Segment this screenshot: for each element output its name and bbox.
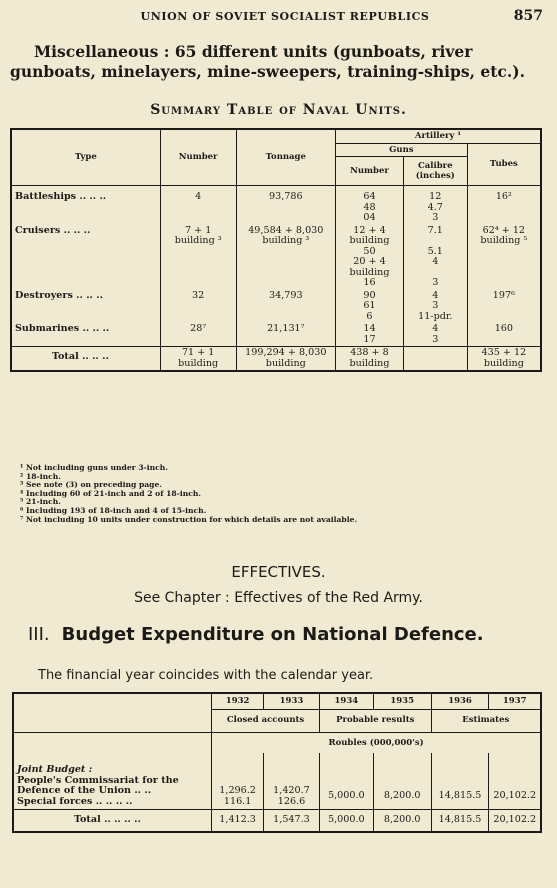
header-tubes: Tubes (467, 143, 541, 186)
row-number: 32 (160, 290, 236, 324)
year-1933: 1933 (264, 693, 320, 709)
footnote: ¹ Not including guns under 3-inch. (20, 463, 168, 472)
unit-label: Roubles (000,000's) (212, 732, 541, 753)
budget-table (12, 692, 542, 833)
total-1933: 1,547.3 (264, 810, 320, 832)
row-tonnage: 49,584 + 8,030 building ³ (236, 225, 336, 290)
row-type: Battleships .. .. .. (15, 191, 107, 202)
table-row (11, 186, 541, 225)
year-1932: 1932 (212, 693, 264, 709)
running-title: UNION OF SOVIET SOCIALIST REPUBLICS (140, 10, 430, 23)
commissariat-label: People's Commissariat for the Defence of the Union .. .. (17, 774, 179, 796)
value-1932: 1,296.2 116.1 (212, 753, 264, 810)
budget-total-label: Total .. .. .. .. (13, 810, 212, 832)
total-1934: 5,000.0 (319, 810, 373, 832)
row-calibre: 4 3 11-pdr. (403, 290, 467, 324)
year-1935: 1935 (373, 693, 431, 709)
footnote: ⁶ Including 193 of 18-inch and 4 of 15-inch. (20, 505, 207, 515)
total-calibre (403, 347, 467, 372)
page-number: 857 (513, 8, 543, 24)
section-numeral: III. (28, 624, 50, 645)
footnotes (20, 464, 500, 524)
row-tubes: 160 (467, 323, 541, 347)
value-1934: 5,000.0 (319, 753, 373, 810)
group-probable-results: Probable results (319, 709, 431, 732)
miscellaneous-paragraph: Miscellaneous : 65 different units (gunboats, river gunboats, minelayers, mine-sweepers, training-ships, etc.). (10, 42, 525, 81)
summary-table-title: Summary Table of Naval Units. (150, 102, 407, 118)
value-1935: 8,200.0 (373, 753, 431, 810)
row-type: Cruisers .. .. .. (15, 224, 91, 236)
effectives-reference: See Chapter : Effectives of the Red Army. (134, 590, 423, 606)
row-number: 7 + 1 building ³ (160, 225, 236, 290)
footnote: ³ See note (3) on preceding page. (20, 480, 162, 490)
total-label: Total .. .. .. (11, 347, 160, 372)
row-number: 28⁷ (160, 323, 236, 347)
value-1936: 14,815.5 (431, 753, 489, 810)
header-guns: Guns (336, 143, 468, 157)
value-1937: 20,102.2 (489, 753, 541, 810)
footnote: ⁴ Including 60 of 21-inch and 2 of 18-inch. (20, 488, 202, 498)
year-1936: 1936 (431, 693, 489, 709)
table-row (13, 753, 541, 810)
year-1937: 1937 (489, 693, 541, 709)
row-tubes: 62⁴ + 12 building ⁵ (467, 225, 541, 290)
effectives-heading: EFFECTIVES. (231, 563, 326, 581)
table-row (11, 225, 541, 290)
row-guns-number: 12 + 4 building 50 20 + 4 building 16 (336, 225, 404, 290)
row-tonnage: 93,786 (236, 186, 336, 225)
total-row (13, 810, 541, 832)
table-row (11, 323, 541, 347)
header-guns-number: Number (336, 157, 404, 186)
section-title: Budget Expenditure on National Defence. (61, 624, 484, 645)
row-guns-number: 14 17 (336, 323, 404, 347)
special-forces-label: Special forces .. .. .. .. (17, 795, 133, 807)
row-calibre: 4 3 (403, 323, 467, 347)
header-artillery: Artillery ¹ (336, 129, 541, 143)
total-row (11, 347, 541, 372)
total-1935: 8,200.0 (373, 810, 431, 832)
group-estimates: Estimates (431, 709, 541, 732)
year-1934: 1934 (319, 693, 373, 709)
footnote: ² 18-inch. (20, 471, 61, 481)
section-heading (28, 624, 538, 645)
total-tubes: 435 + 12 building (467, 347, 541, 372)
header-type: Type (11, 129, 160, 186)
row-guns-number: 90 61 6 (336, 290, 404, 324)
footnote: ⁷ Not including 10 units under construction for which details are not available. (20, 514, 358, 524)
total-guns-number: 438 + 8 building (336, 347, 404, 372)
row-tonnage: 21,131⁷ (236, 323, 336, 347)
row-number: 4 (160, 186, 236, 225)
header-number: Number (160, 129, 236, 186)
row-calibre: 7.1 5.1 4 3 (403, 225, 467, 290)
row-type: Submarines .. .. .. (15, 323, 110, 334)
row-tonnage: 34,793 (236, 290, 336, 324)
total-1932: 1,412.3 (212, 810, 264, 832)
table-row (11, 290, 541, 324)
header-tonnage: Tonnage (236, 129, 336, 186)
total-1936: 14,815.5 (431, 810, 489, 832)
row-tubes: 197⁶ (467, 290, 541, 324)
naval-units-table (10, 128, 542, 372)
group-closed-accounts: Closed accounts (212, 709, 320, 732)
total-tonnage: 199,294 + 8,030 building (236, 347, 336, 372)
joint-budget-label: Joint Budget : (17, 764, 93, 775)
row-calibre: 12 4.7 3 (403, 186, 467, 225)
row-guns-number: 64 48 04 (336, 186, 404, 225)
footnote: ⁵ 21-inch. (20, 497, 61, 507)
value-1933: 1,420.7 126.6 (264, 753, 320, 810)
total-number: 71 + 1 building (160, 347, 236, 372)
header-calibre: Calibre (inches) (403, 157, 467, 186)
financial-year-note: The financial year coincides with the calendar year. (38, 668, 374, 683)
row-tubes: 16² (467, 186, 541, 225)
total-1937: 20,102.2 (489, 810, 541, 832)
row-type: Destroyers .. .. .. (15, 289, 103, 301)
